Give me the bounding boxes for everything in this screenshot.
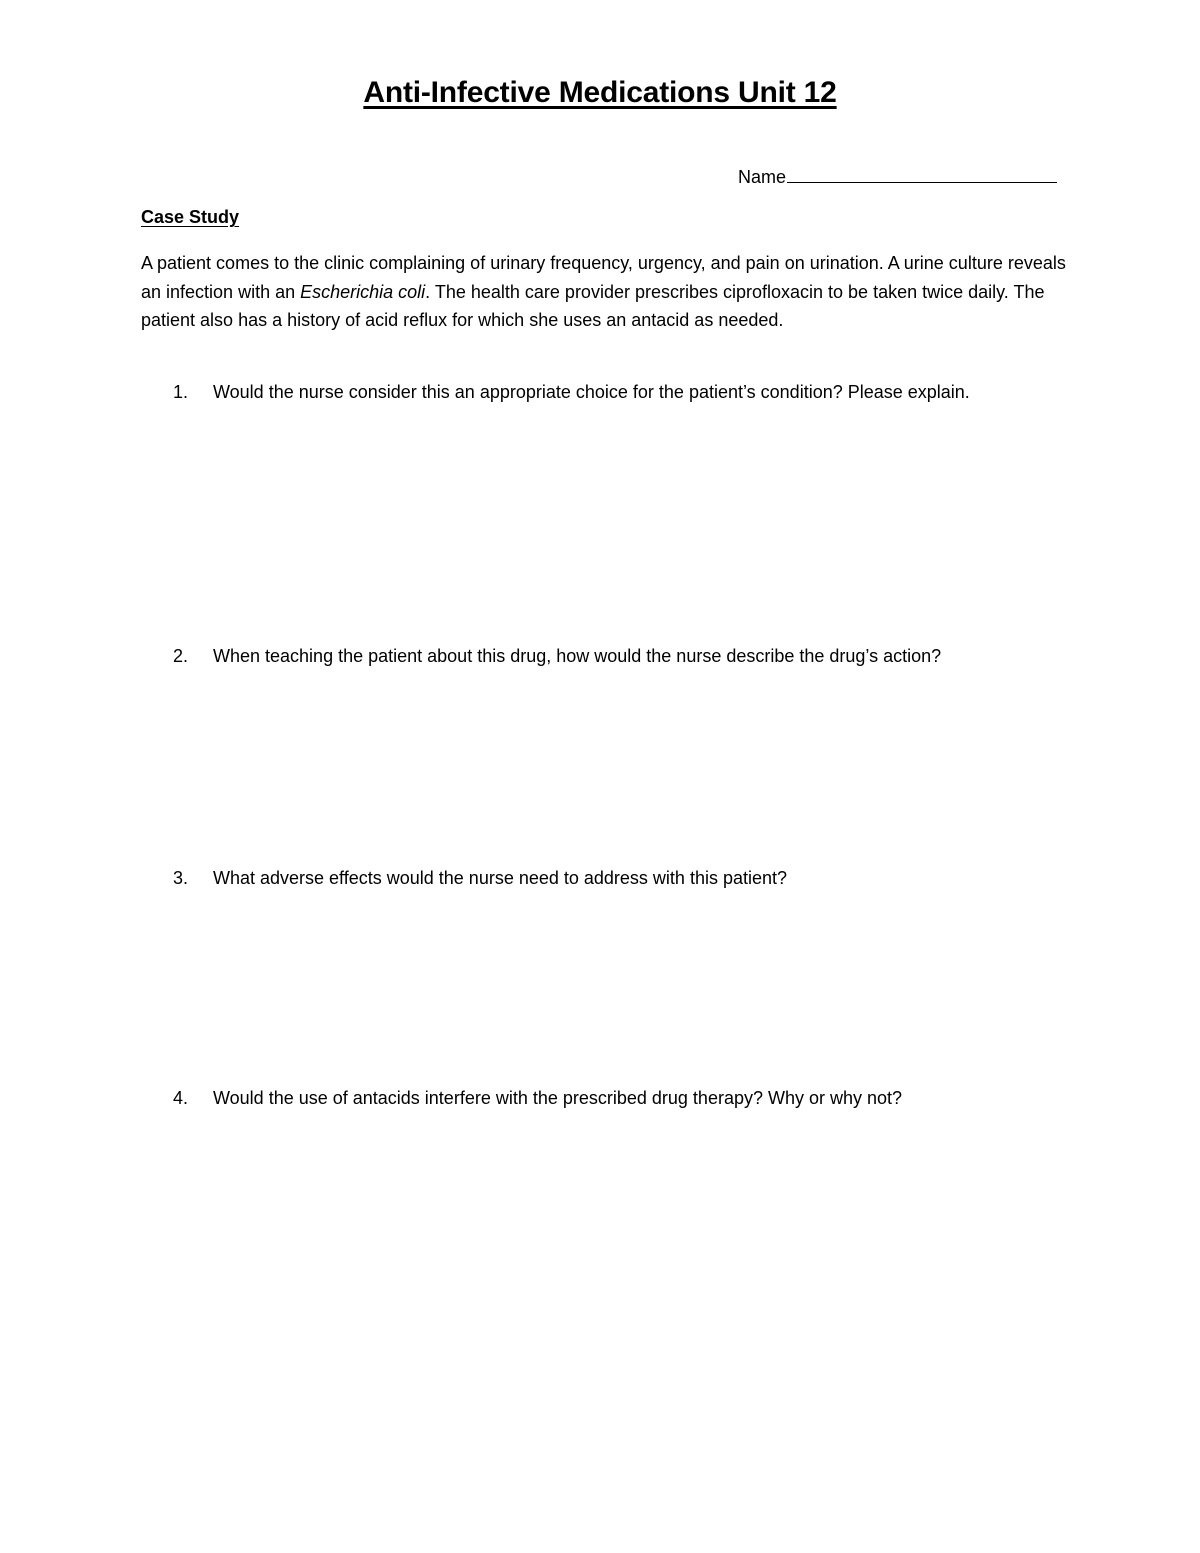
- case-text-part2: . The health care provider prescribes ciprofloxacin to be taken twice daily. The patient also has a history of acid reflux for which she uses an antacid as needed.: [141, 281, 1045, 330]
- name-blank-line[interactable]: [787, 164, 1057, 183]
- question-2: [141, 642, 1081, 670]
- case-text-part1: A patient comes to the clinic complaining of urinary frequency, urgency, and pain on urination. A urine culture reveals an infection with an: [141, 253, 1066, 302]
- name-field-row: [738, 164, 1057, 188]
- case-study-paragraph: [141, 249, 1066, 335]
- document-title: Anti-Infective Medications Unit 12: [363, 76, 837, 109]
- case-text-organism: Escherichia coli: [300, 281, 426, 302]
- question-text: Would the nurse consider this an appropriate choice for the patient’s condition? Please explain.: [213, 382, 970, 402]
- question-number: 4.: [173, 1088, 189, 1108]
- question-number: 2.: [173, 646, 189, 666]
- name-label: Name: [738, 167, 787, 187]
- question-1: [141, 378, 1081, 406]
- question-number: 3.: [173, 868, 189, 888]
- question-text: Would the use of antacids interfere with the prescribed drug therapy? Why or why not?: [213, 1088, 903, 1108]
- question-text: What adverse effects would the nurse need to address with this patient?: [213, 868, 788, 888]
- question-text: When teaching the patient about this drug, how would the nurse describe the drug’s action?: [213, 646, 942, 666]
- question-3: [141, 864, 1081, 892]
- case-study-heading: Case Study: [141, 207, 240, 227]
- question-number: 1.: [173, 382, 189, 402]
- question-4: [141, 1084, 1081, 1112]
